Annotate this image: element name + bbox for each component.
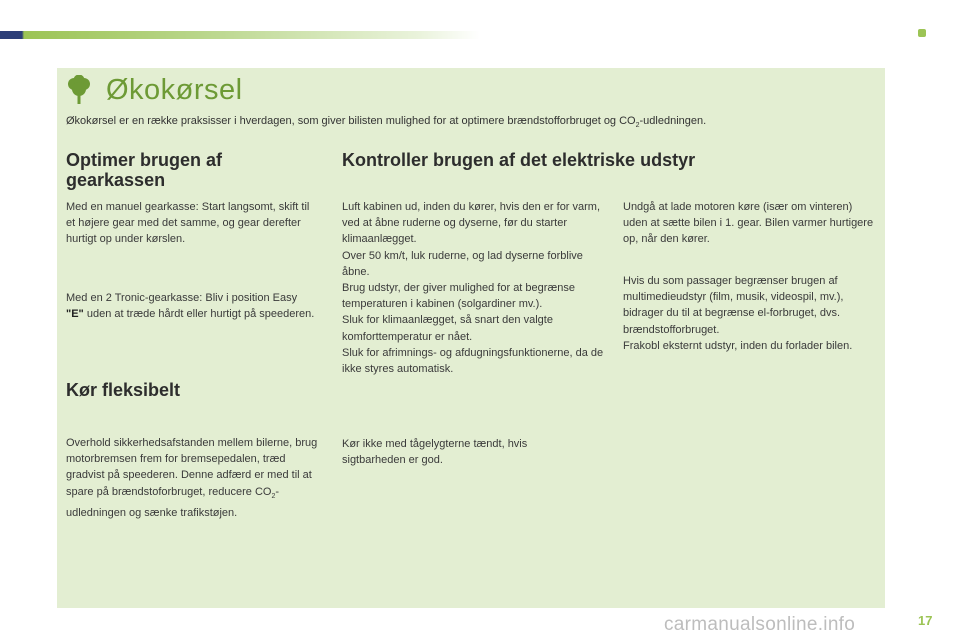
electric-column-2-lower [623,273,879,354]
intro-paragraph: Økokørsel er en række praksisser i hverdagen, som giver bilisten mulighed for at optimere brændstofforbruget og $CO_2$-udledningen. [66,115,707,130]
electric-paragraph-speed: Over 50 km/t, luk ruderne, og lad dyserne forblive åbne. [342,249,583,278]
header-color-bar [0,31,480,39]
electric-paragraph-ac-off: Sluk for klimaanlægget, så snart den valgte komforttemperatur er nået. [342,314,553,343]
electric-column-1 [342,199,604,377]
gear-paragraph-manual: Med en manuel gearkasse: Start langsomt, skift til et højere gear med det samme, og gear derefter hurtigt op under kørslen. [66,201,310,246]
page-number: 17 [918,613,933,628]
heading-gearbox: Optimer brugen af gearkassen [66,150,223,190]
electric-paragraph-disconnect: Frakobl eksternt udstyr, inden du forlader bilen. [623,339,853,352]
electric-paragraph-idle: Undgå at lade motoren køre (især om vinteren) uden at sætte bilen i 1. gear. Bilen varmer hurtigere op, når den kører. [623,201,874,246]
gear-paragraph-tronic: Med en 2 Tronic-gearkasse: Bliv i position Easy "E" uden at træde hårdt eller hurtigt på speederen. [66,292,315,321]
heading-electrical-equipment: Kontroller brugen af det elektriske udstyr [342,150,696,170]
electric-paragraph-multimedia: Hvis du som passager begrænser brugen af multimedieudstyr (film, musik, videospil, mv.), bidrager du til at begrænse el-forbruget, dvs. brændstofforbruget. [623,275,844,336]
tree-icon [68,75,90,105]
heading-flexible-driving: Kør fleksibelt [66,380,181,400]
corner-marker [918,29,926,37]
electric-paragraph-foglights: Kør ikke med tågelygterne tændt, hvis sigtbarheden er god. [342,438,528,467]
electric-paragraph-defrost: Sluk for afrimnings- og afdugningsfunktionerne, da de ikke styres automatisk. [342,346,604,376]
page-header [68,73,243,107]
page-title: Økokørsel [106,73,243,106]
flex-paragraph: Overhold sikkerhedsafstanden mellem bilerne, brug motorbremsen frem for bremsepedalen, træd gradvist på speederen. Denne adfærd er med til at spare på brændstoforbruget, reducere $CO_2$-udledningen og sænke trafikstøjen. [66,437,318,519]
watermark: carmanualsonline.info [664,614,856,635]
electric-paragraph-ventilate: Luft kabinen ud, inden du kører, hvis den er for varm, ved at åbne ruderne og dyserne, før du starter klimaanlægget. [342,201,601,246]
electric-paragraph-shades: Brug udstyr, der giver mulighed for at begrænse temperaturen i kabinen (solgardiner mv.). [342,282,575,311]
